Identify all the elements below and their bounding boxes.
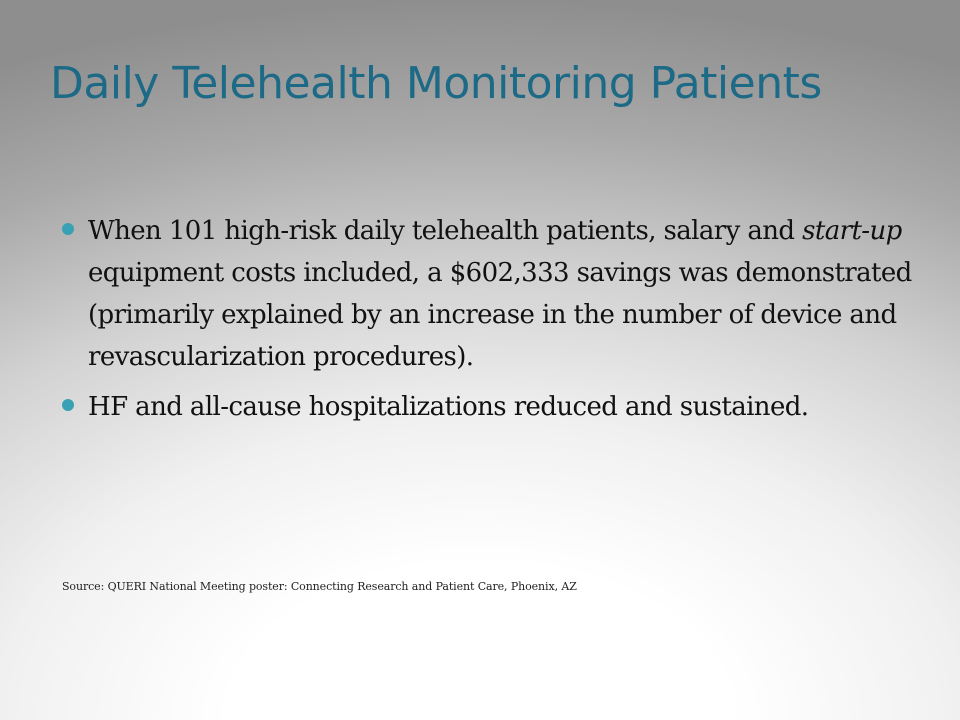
bullet-text-emphasis: start-up [802,216,902,246]
bullet-item-savings [62,210,912,378]
bullet-text-post: equipment costs included, a $602,333 savings was demonstrated (primarily explained by an increase in the number of device and revascularization procedures). [88,258,912,372]
bullet-dot-icon [62,223,74,235]
slide-title: Daily Telehealth Monitoring Patients [50,58,822,109]
bullet-item-hospitalizations [62,386,912,428]
bullet-text-pre: When 101 high-risk daily telehealth patients, salary and [88,216,803,246]
bullet-dot-icon [62,399,74,411]
bullet-text: HF and all-cause hospitalizations reduced and sustained. [88,392,809,422]
source-citation: Source: QUERI National Meeting poster: Connecting Research and Patient Care, Phoenix, AZ [62,580,577,593]
bullet-list [62,210,912,436]
